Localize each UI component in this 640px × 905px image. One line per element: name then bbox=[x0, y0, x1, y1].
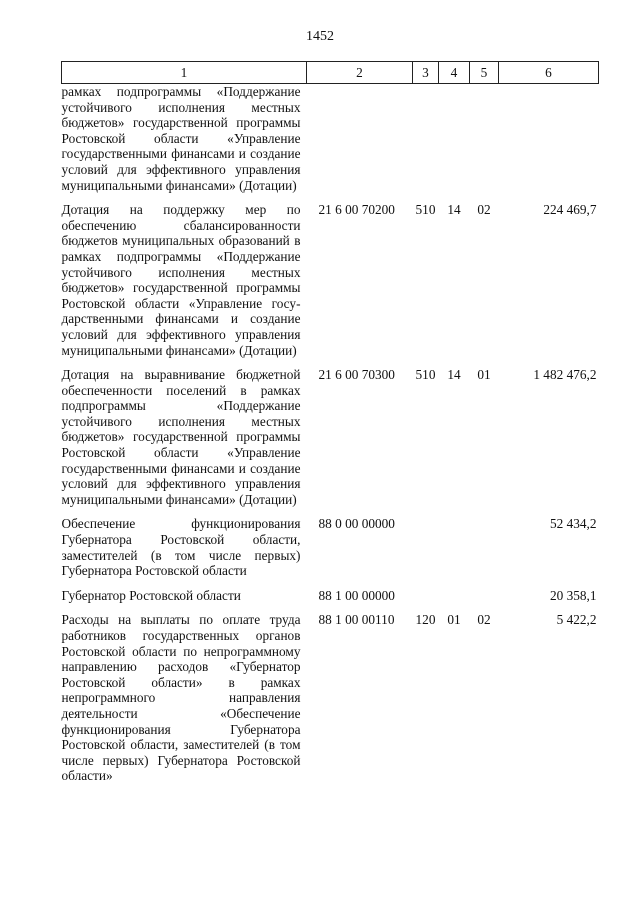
row-name: Расходы на выплаты по оплате труда работников государственных органов Ростовской области по непрограммному направлению расходов «Губернатор Ростовской области» в рамках непрограммного направления деятельности «Обеспечение функционирования Губернатора Ростовской области, заместителей (в том числе первых) Губернатора Ростовской области» bbox=[61, 612, 301, 784]
row-name: Дотация на поддержку мер по обеспечению сбалансированности бюджетов муниципальных образований в рамках подпрограммы «Поддержание устойчивого исполнения местных бюджетов» государственной программы Ростовской области «Управление государственными финансами и создание условий для эффективного управления муниципальными финансами» (Дотации) bbox=[61, 202, 301, 358]
row-col3 bbox=[413, 516, 439, 587]
row-amount: 20 358,1 bbox=[549, 587, 597, 603]
header-cell-1: 1 bbox=[62, 62, 307, 84]
page-number: 1452 bbox=[306, 29, 334, 44]
header-cell-5: 5 bbox=[470, 62, 499, 84]
row-code: 88 1 00 00000 bbox=[318, 587, 395, 603]
table-row bbox=[62, 84, 599, 203]
row-code: 88 0 00 00000 bbox=[318, 516, 395, 532]
row-col4 bbox=[439, 588, 470, 613]
row-col5: 01 bbox=[477, 367, 491, 383]
header-row bbox=[62, 62, 599, 84]
row-col5 bbox=[470, 84, 499, 203]
header-cell-4: 4 bbox=[439, 62, 470, 84]
row-name: Обеспечение функционирования Губернатора Ростовской области, заместителей (в том числе первых) Губернатора Ростовской области bbox=[61, 516, 301, 579]
row-code: 88 1 00 00110 bbox=[318, 612, 395, 628]
table-row bbox=[62, 516, 599, 587]
row-col4: 01 bbox=[447, 612, 461, 628]
row-code: 21 6 00 70300 bbox=[318, 367, 395, 383]
header-cell-2: 2 bbox=[307, 62, 413, 84]
row-amount: 224 469,7 bbox=[543, 202, 597, 218]
row-col3 bbox=[413, 588, 439, 613]
row-amount bbox=[499, 84, 599, 203]
table-row bbox=[62, 202, 599, 367]
row-col3: 510 bbox=[415, 202, 436, 218]
budget-table bbox=[61, 61, 599, 784]
row-col5 bbox=[470, 588, 499, 613]
row-name: рамках подпрограммы «Поддержание устойчивого исполнения местных бюджетов» государственной программы Ростовской области «Управление государственными финансами и создание условий для эффективного управления муниципальными финансами» (Дотации) bbox=[61, 84, 301, 193]
row-col5: 02 bbox=[477, 202, 491, 218]
row-col3: 510 bbox=[415, 367, 436, 383]
row-code: 21 6 00 70200 bbox=[318, 202, 395, 218]
row-col4: 14 bbox=[447, 367, 461, 383]
row-col5: 02 bbox=[477, 612, 491, 628]
row-amount: 1 482 476,2 bbox=[533, 367, 597, 383]
row-name: Губернатор Ростовской области bbox=[61, 587, 241, 603]
row-col5 bbox=[470, 516, 499, 587]
row-amount: 52 434,2 bbox=[549, 516, 597, 532]
row-col3 bbox=[413, 84, 439, 203]
header-cell-6: 6 bbox=[499, 62, 599, 84]
row-amount: 5 422,2 bbox=[556, 612, 597, 628]
row-name: Дотация на выравнивание бюджетной обеспеченности поселений в рамках подпрограммы «Поддержание устойчивого исполнения местных бюджетов» государственной программы Ростовской области «Управление государственными финансами и создание условий для эффективного управления муниципальными финансами» (Дотации) bbox=[61, 367, 301, 507]
table-row bbox=[62, 367, 599, 516]
row-code bbox=[307, 84, 413, 203]
header-cell-3: 3 bbox=[413, 62, 439, 84]
row-col4 bbox=[439, 516, 470, 587]
row-col3: 120 bbox=[415, 612, 436, 628]
row-col4 bbox=[439, 84, 470, 203]
row-col4: 14 bbox=[447, 202, 461, 218]
table-row bbox=[62, 588, 599, 613]
table-row bbox=[62, 612, 599, 784]
